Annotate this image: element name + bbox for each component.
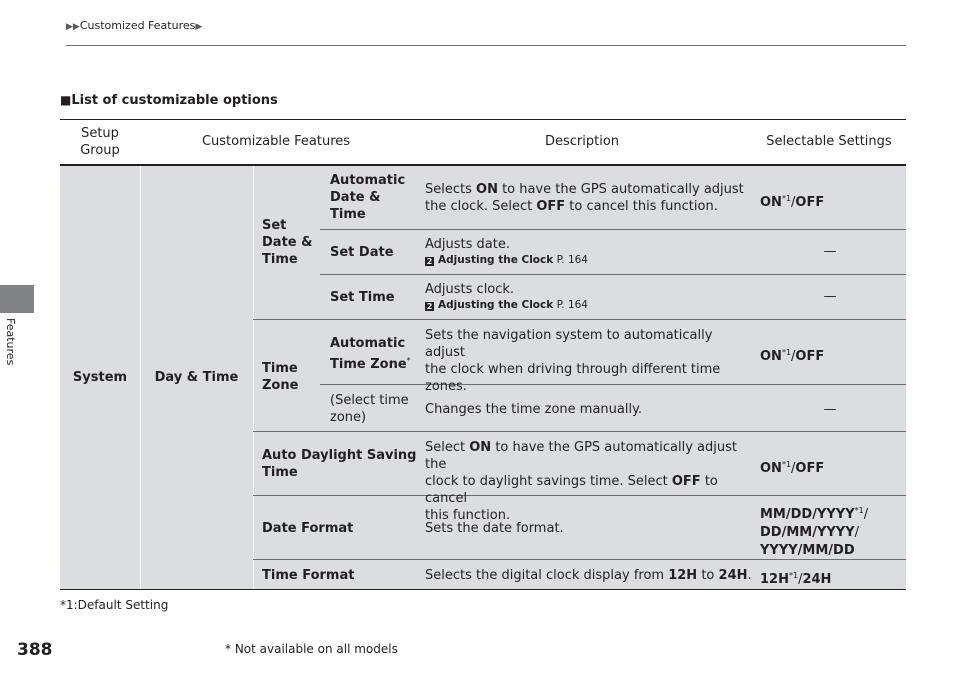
header-selectable-settings: Selectable Settings [766,134,892,149]
feature-set-date: Set Date [330,245,394,260]
setting-set-date: — [823,244,837,259]
square-bullet-icon: ■ [60,93,72,107]
desc-auto-daylight-saving: Select ON to have the GPS automatically adjust the clock to daylight savings time. Select OFF to cancel this function. [425,440,737,523]
section-title: ■List of customizable options [60,93,278,108]
breadcrumb[interactable] [66,19,202,32]
header-description: Description [544,134,620,149]
triangle-right-icon: ▶ [195,22,203,32]
row-sep [253,431,906,432]
feature-automatic-time-zone: Automatic Time Zone* [330,336,411,372]
feature-select-time-zone: (Select time zone) [330,393,409,425]
feature-date-format: Date Format [262,521,354,536]
footnote-default-setting: *1:Default Setting [60,598,169,612]
setting-automatic-date-time: ON$^{*1}$/OFF [760,194,825,210]
row-sep [320,229,906,230]
desc-automatic-time-zone: Sets the navigation system to automatically adjust the clock when driving through different time zones. [425,328,721,394]
desc-set-time: Adjusts clock. 2 Adjusting the Clock P. 164 [425,281,750,312]
setting-date-format: MM/DD/YYYY$^{*1}$/ DD/MM/YYYY/ YYYY/MM/DD [760,506,869,558]
col-sep [253,166,254,589]
desc-set-date: Adjusts date. 2 Adjusting the Clock P. 164 [425,236,750,267]
feature-automatic-date-time: Automatic Date & Time [330,173,406,222]
feature-auto-daylight-saving: Auto Daylight Saving Time [262,448,417,480]
page-number: 388 [17,640,53,660]
header-customizable-features: Customizable Features [201,134,351,149]
cross-reference[interactable]: 2 Adjusting the Clock P. 164 [426,254,588,266]
setting-automatic-time-zone: ON$^{*1}$/OFF [760,348,825,364]
chapter-tab [0,285,34,313]
feature-set-time: Set Time [330,290,395,305]
reference-arrow-icon: 2 [426,257,433,266]
table-top-rule [60,119,906,120]
table-bottom-rule [60,589,906,590]
setting-set-time: — [823,289,837,304]
desc-date-format: Sets the date format. [425,521,564,536]
header-setup-group: Setup Group [80,126,120,158]
chapter-label: Features [4,318,17,366]
row-sep [320,274,906,275]
footnote-not-available: * Not available on all models [225,642,398,656]
row-sep [253,319,906,320]
cross-reference[interactable]: 2 Adjusting the Clock P. 164 [426,299,588,311]
reference-arrow-icon: 2 [426,302,433,311]
setting-time-format: $12H^{*1}/24H$ [760,571,832,587]
triangle-right-icon: ▶▶ [66,22,80,32]
subgroup-cell: Day & Time [154,370,239,385]
feature-time-format: Time Format [262,568,355,583]
feature-group-set-date-time: Set Date & Time [262,218,313,267]
desc-automatic-date-time: Selects ON to have the GPS automatically adjust the clock. Select OFF to cancel this function. [425,182,744,214]
feature-group-time-zone: Time Zone [262,361,299,393]
setting-auto-daylight-saving: ON$^{*1}$/OFF [760,460,825,476]
setting-select-time-zone: — [823,402,837,417]
breadcrumb-item[interactable]: Customized Features [79,19,196,32]
desc-time-format: Selects the digital clock display from 12H to 24H. [425,568,752,583]
desc-select-time-zone: Changes the time zone manually. [425,402,643,417]
setup-group-cell: System [72,370,128,385]
header-rule [66,45,906,46]
